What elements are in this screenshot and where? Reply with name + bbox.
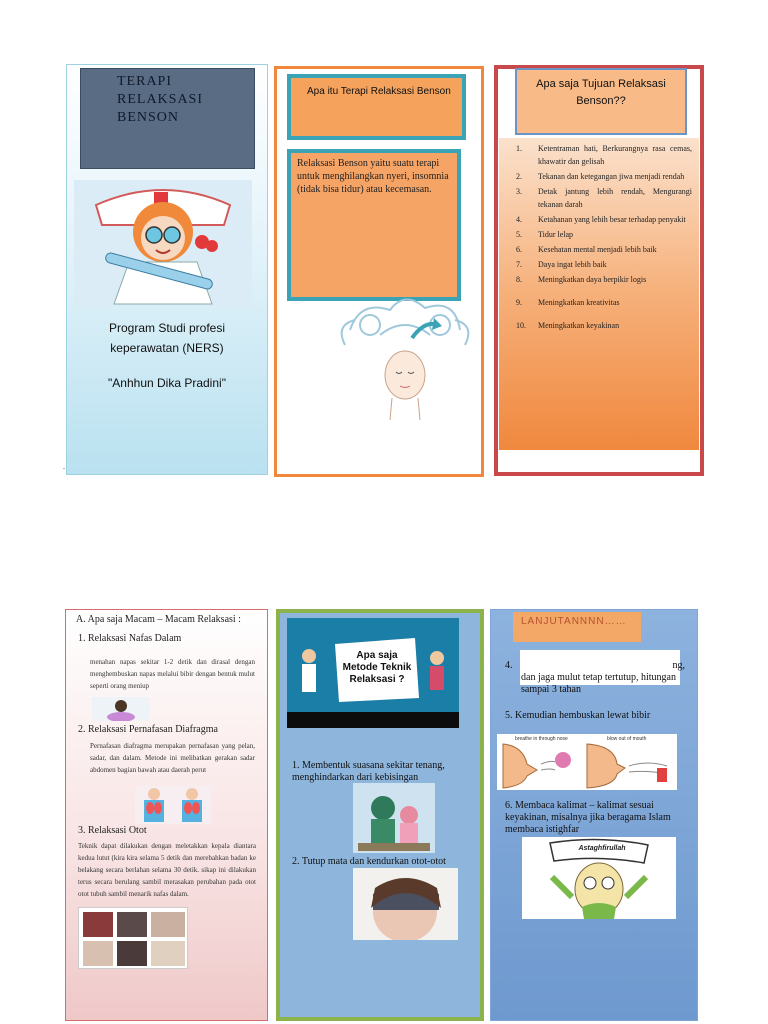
- methods-banner-line: Relaksasi ?: [349, 674, 405, 685]
- goal-item: 8. Meningkatkan daya berpikir logis: [516, 275, 647, 284]
- istighfar-illustration: [522, 837, 676, 919]
- method-item-4-num: 4.: [505, 660, 513, 671]
- program-study-text: [72, 318, 262, 358]
- definition-answer: Relaksasi Benson yaitu suatu terapi untuk menghilangkan nyeri, insomnia (tidak bisa tidur) atau kecemasan.: [287, 149, 461, 301]
- type3-title: 3. Relaksasi Otot: [78, 825, 147, 836]
- method-item-2: 2. Tutup mata dan kendurkan otot-otot: [292, 856, 446, 867]
- goal-item: 4. Ketahanan yang lebih besar terhadap penyakit: [516, 215, 686, 224]
- method-item-1: 1. Membentuk suasana sekitar tenang, menghindarkan dari kebisingan: [292, 760, 445, 783]
- cover-title-line: RELAKSASI: [117, 92, 204, 107]
- goals-question-line: Apa saja Tujuan Relaksasi: [536, 78, 666, 90]
- author-name: "Anhhun Dika Pradini": [108, 376, 226, 390]
- method-item-5: 5. Kemudian hembuskan lewat bibir: [505, 710, 651, 721]
- definition-question: Apa itu Terapi Relaksasi Benson: [287, 74, 466, 140]
- methods-banner: [287, 618, 459, 728]
- goal-item: 7. Daya ingat lebih baik: [516, 260, 607, 269]
- quiet-environment-image: [353, 783, 435, 853]
- goal-item: 6. Kesehatan mental menjadi lebih baik: [516, 245, 657, 254]
- muscle-relaxation-photos: [78, 907, 188, 969]
- type2-text: Pernafasan diafragma merupakan pernafasan yang pelan, sadar, dan dalam. Metode ini melibatkan gerakan sadar abdomen bagian bawah atau daerah perut: [90, 742, 255, 774]
- goals-question: [515, 68, 687, 135]
- goal-item: 10. Meningkatkan keyakinan: [516, 321, 620, 330]
- method-item-4-text: dan jaga mulut tetap tertutup, hitungan sampai 3 tahan: [521, 672, 676, 695]
- relaxed-head-illustration: [330, 290, 480, 430]
- goal-item: 9. Meningkatkan kreativitas: [516, 298, 620, 307]
- program-line: Program Studi profesi: [108, 321, 226, 335]
- cover-title-line: TERAPI: [117, 74, 172, 89]
- program-line: keperawatan (NERS): [110, 341, 224, 355]
- type3-text: Teknik dapat dilakukan dengan meletakkan kepala diantara kedua lutut (kira kira selama 5 detik dan merebahkan badan ke belakang secara berlahan selama 30 detik. sikap ini dilakukan terus secara berulang sambil merasakan perubahan pada otot otot tubuh sambil menarik nafas dalam.: [78, 842, 256, 898]
- types-heading: A. Apa saja Macam – Macam Relaksasi :: [76, 614, 241, 625]
- cover-title-box: [80, 68, 255, 169]
- istighfar-label: Astaghfirullah: [578, 845, 626, 852]
- goal-item: 5. Tidur lelap: [516, 230, 574, 239]
- method-item-4: [505, 660, 685, 696]
- method-item-4-tail: ng,: [672, 660, 685, 671]
- goals-list: [514, 142, 692, 334]
- stray-mark: .: [63, 462, 65, 471]
- methods-banner-text: [339, 650, 415, 686]
- type2-title: 2. Relaksasi Pernafasan Diafragma: [78, 724, 218, 735]
- breathe-in-label: breathe in through nose: [515, 736, 568, 742]
- methods-banner-line: Apa saja: [356, 650, 398, 661]
- breathing-woman-image: [92, 697, 150, 721]
- methods-banner-line: Metode Teknik: [342, 662, 412, 673]
- breathing-diagram: [497, 734, 677, 790]
- cover-title-line: BENSON: [117, 110, 180, 125]
- goals-question-line: Benson??: [576, 95, 626, 107]
- nurse-illustration: [74, 180, 252, 306]
- goal-item: 2. Tekanan dan ketegangan jiwa menjadi rendah: [516, 172, 685, 181]
- diaphragm-diagram: [135, 786, 211, 824]
- continuation-heading: LANJUTANNNN……: [513, 612, 641, 642]
- blow-out-label: blow out of mouth: [607, 736, 647, 742]
- goal-item: 1. Ketentraman hati, Berkurangnya rasa cemas, khawatir dan gelisah: [516, 144, 692, 166]
- type1-text: menahan napas sekitar 1-2 detik dan dirasal dengan menghembuskan napas melalui bibir dengan bentuk mulut seperti orang meniup: [90, 658, 255, 690]
- method-item-6: 6. Membaca kalimat – kalimat sesuai keyakinan, misalnya jika beragama Islam membaca istighfar: [505, 800, 671, 835]
- closed-eyes-image: [353, 868, 458, 940]
- goal-item: 3. Detak jantung lebih rendah, Mengurangi tekanan darah: [516, 187, 692, 209]
- type1-title: 1. Relaksasi Nafas Dalam: [78, 633, 182, 644]
